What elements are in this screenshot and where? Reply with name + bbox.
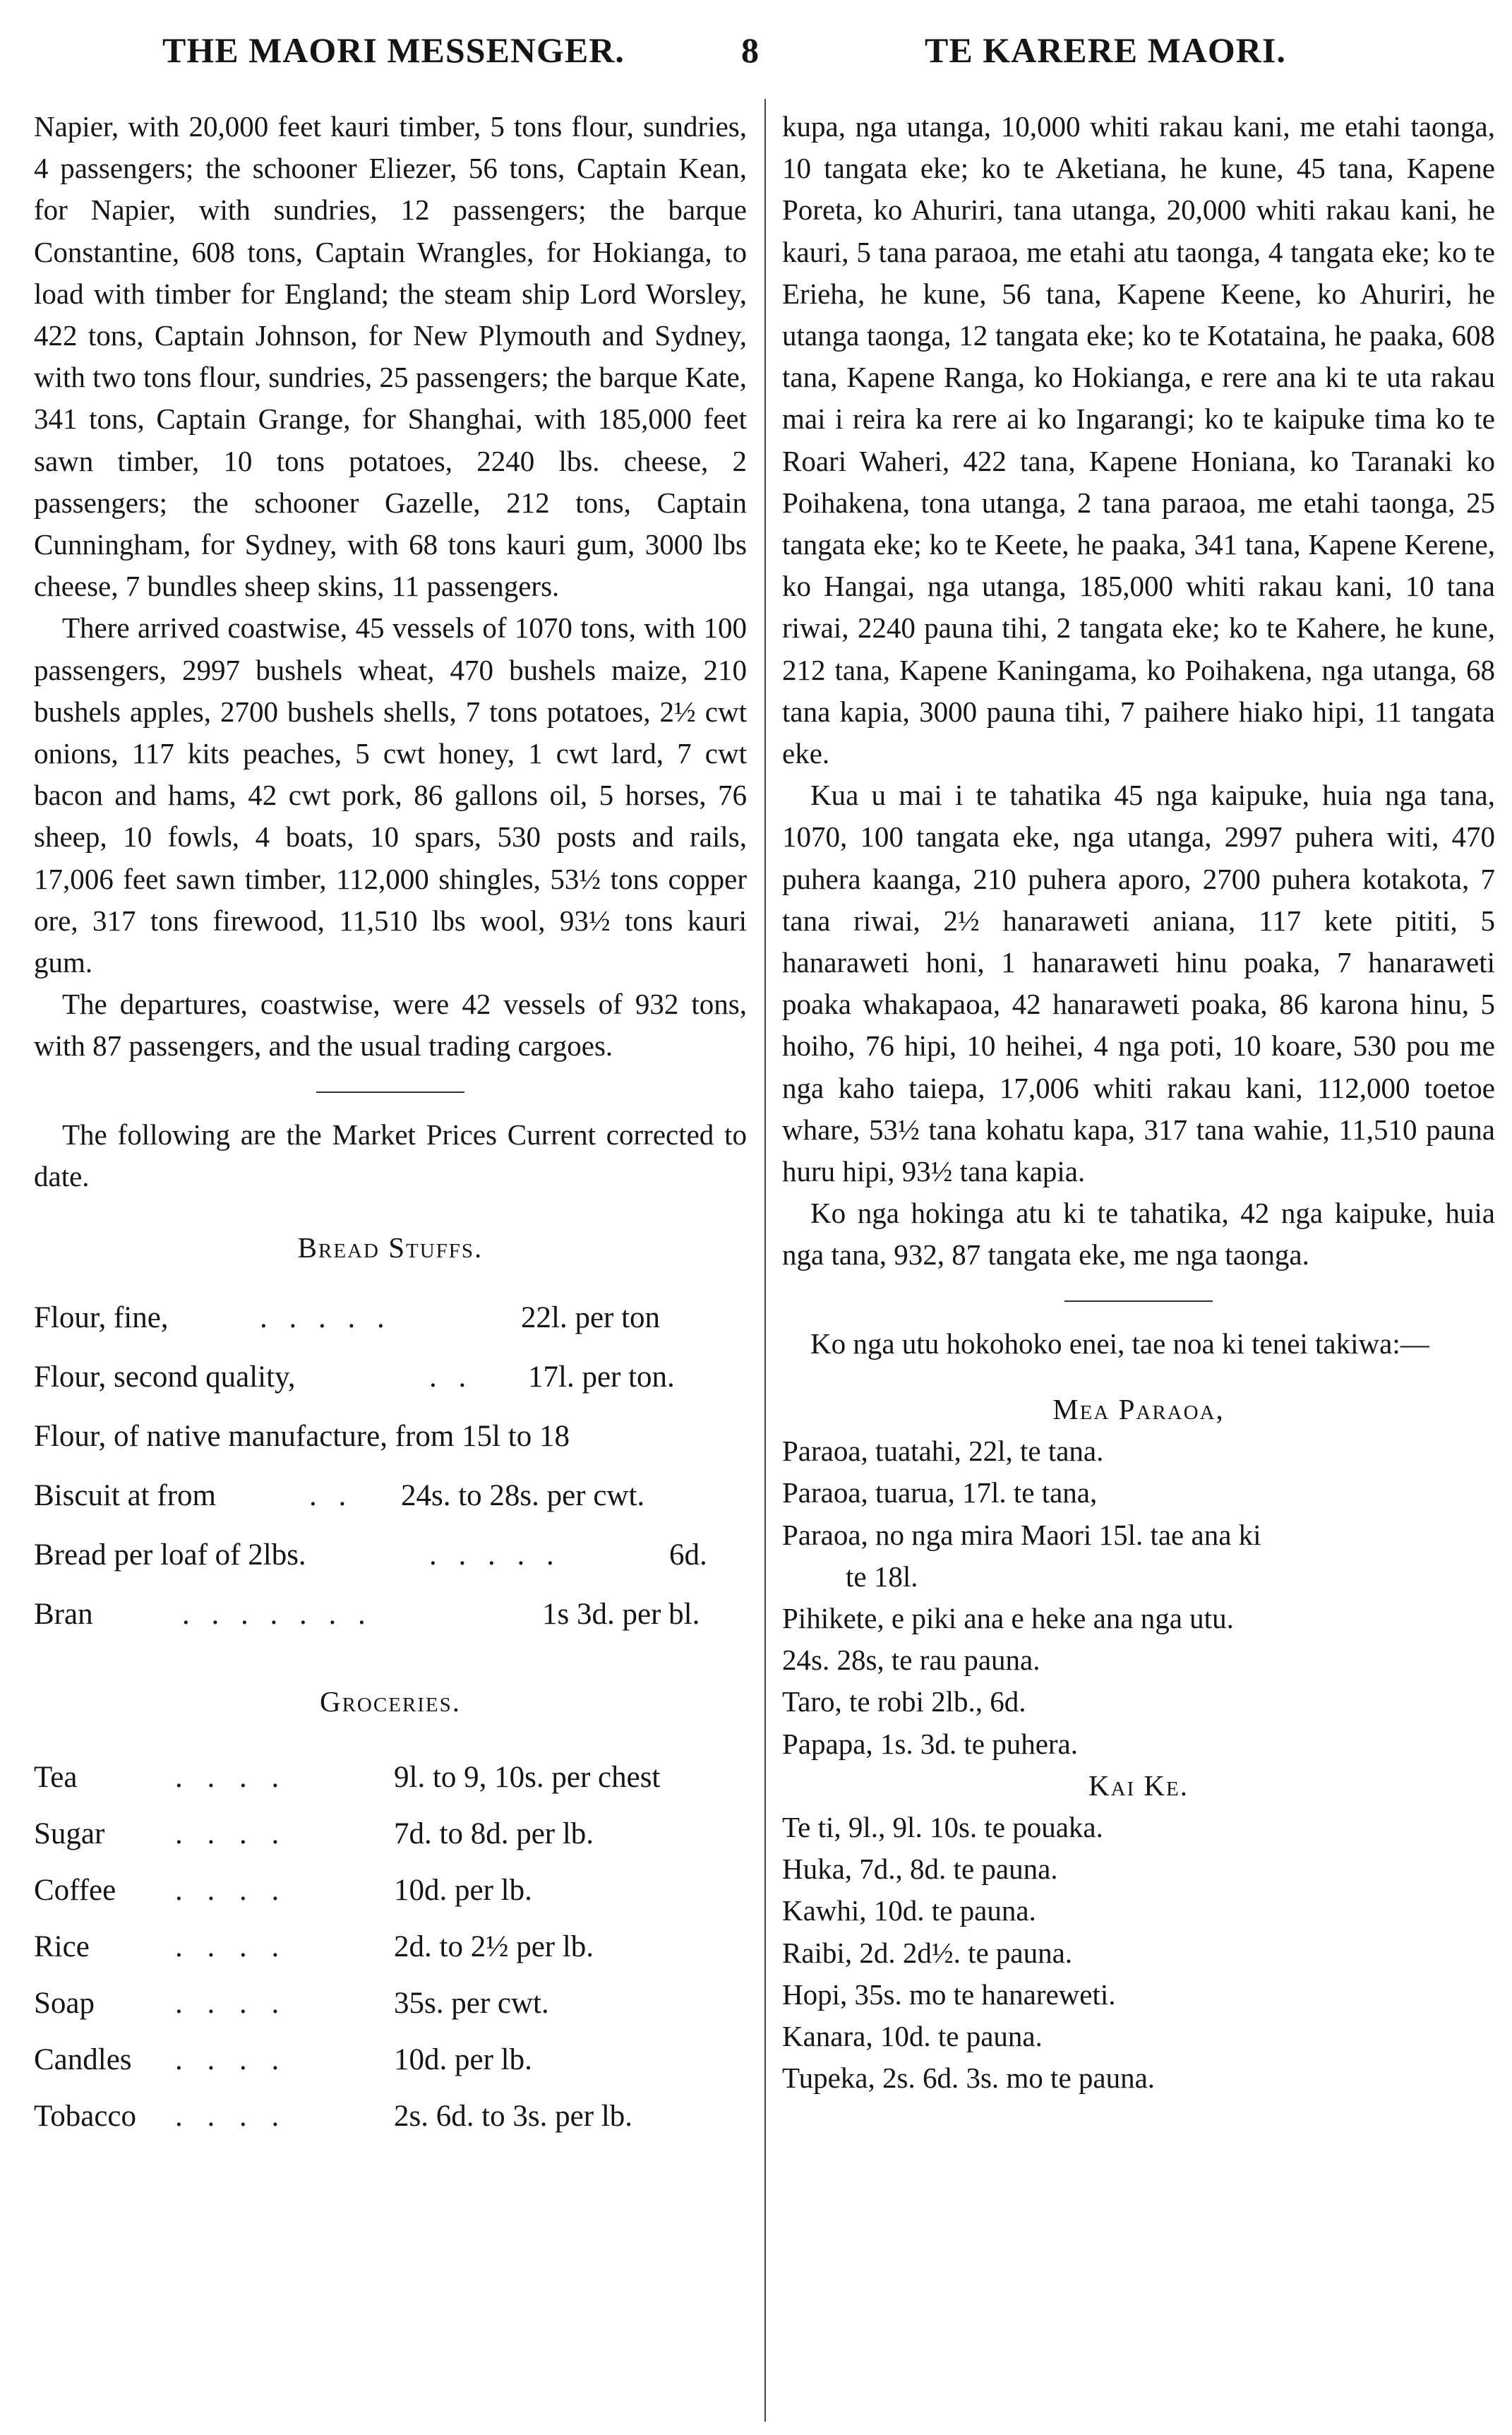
maori-column: [782, 106, 1495, 2099]
price-line: Raibi, 2d. 2d½. te pauna.: [782, 1936, 1073, 1969]
price-item: Candles: [34, 2043, 132, 2077]
price-item: Bread per loaf of 2lbs.: [34, 1538, 306, 1572]
page-number: 8: [741, 30, 760, 70]
groceries-heading: Groceries.: [319, 1685, 462, 1718]
price-row: [34, 1586, 747, 1646]
dot-leader: . . . .: [175, 2043, 288, 2077]
grocery-price-list-maori: [782, 1807, 1495, 2099]
price-line: Paraoa, no nga mira Maori 15l. tae ana ki: [782, 1518, 1261, 1551]
dot-leader: . . . .: [175, 1987, 288, 2021]
price-item: Soap: [34, 1987, 95, 2021]
price-item: Bran: [34, 1598, 93, 1632]
price-line: Kanara, 10d. te pauna.: [782, 2019, 1043, 2052]
price-value: 35s. per cwt.: [394, 1987, 549, 2021]
price-item: Rice: [34, 1930, 90, 1964]
price-item: Coffee: [34, 1874, 116, 1908]
masthead-english: THE MAORI MESSENGER.: [162, 30, 625, 70]
market-intro-maori: Ko nga utu hokohoko enei, tae noa ki tenei takiwa:—: [810, 1327, 1429, 1360]
price-item: Tobacco: [34, 2100, 137, 2134]
price-line: Tupeka, 2s. 6d. 3s. mo te pauna.: [782, 2062, 1156, 2095]
shipping-paragraph: Napier, with 20,000 feet kauri timber, 5 tons flour, sundries, 4 passengers; the schooner Eliezer, 56 tons, Captain Kean, for Napier, with sundries, 12 passengers; the barque Constantine, 608 tons, Captain Wrangles, for Hokianga, to load with timber for England; the steam ship Lord Worsley, 422 tons, Captain Johnson, for New Plymouth and Sydney, with two tons flour, sundries, 25 passengers; the barque Kate, 341 tons, Captain Grange, for Shanghai, with 185,000 feet sawn timber, 10 tons potatoes, 2240 lbs. cheese, 2 passengers; the schooner Gazelle, 212 tons, Captain Cunningham, for Sydney, with 68 tons kauri gum, 3000 lbs cheese, 7 bundles sheep skins, 11 passengers.: [34, 110, 747, 603]
price-line: Hopi, 35s. mo te hanareweti.: [782, 1978, 1116, 2011]
market-intro: The following are the Market Prices Current corrected to date.: [34, 1118, 747, 1192]
bread-stuffs-heading: Bread Stuffs.: [297, 1231, 484, 1264]
price-line: Taro, te robi 2lb., 6d.: [782, 1685, 1026, 1718]
price-row: [34, 2090, 747, 2146]
price-value: 9l. to 9, 10s. per chest: [394, 1761, 661, 1795]
dot-leader: . .: [429, 1360, 474, 1394]
price-line: Pihikete, e piki ana e heke ana nga utu.: [782, 1601, 1234, 1634]
price-row: [34, 2033, 747, 2090]
price-value: 7d. to 8d. per lb.: [394, 1817, 594, 1851]
price-line: Te ti, 9l., 9l. 10s. te pouaka.: [782, 1810, 1103, 1843]
bread-price-list-maori: [782, 1430, 1495, 1765]
dot-leader: . . . .: [175, 1930, 288, 1964]
english-column: [34, 106, 747, 2146]
shipping-paragraph-maori: kupa, nga utanga, 10,000 whiti rakau kani, me etahi taonga, 10 tangata eke; ko te Aketiana, he kune, 45 tana, Kapene Poreta, ko Ahuriri, tana utanga, 20,000 whiti rakau kani, he kauri, 5 tana paraoa, me etahi atu taonga, 4 tangata eke; ko te Erieha, he kune, 56 tana, Kapene Keene, ko Ahuriri, he utanga taonga, 12 tangata eke; ko te Kotataina, he paaka, 608 tana, Kapene Ranga, ko Hokianga, e rere ana ki te uta rakau mai i reira ka rere ai ko Ingarangi; ko te kaipuke tima ko te Roari Waheri, 422 tana, Kapene Honiana, ko Taranaki ko Poihakena, tona utanga, 2 tana paraoa, me etahi taonga, 25 tangata eke; ko te Keete, he paaka, 341 tana, Kapene Kerene, ko Hangai, nga utanga, 185,000 whiti rakau kani, 10 tana riwai, 2240 pauna tihi, 2 tangata eke; ko te Kahere, he kune, 212 tana, Kapene Kaningama, ko Poihakena, nga utanga, 68 tana kapia, 3000 pauna tihi, 7 paihere hiako hipi, 11 tangata eke.: [782, 110, 1495, 770]
price-row: [34, 1527, 747, 1586]
price-line: Paraoa, tuatahi, 22l, te tana.: [782, 1435, 1104, 1468]
price-line: Kawhi, 10d. te pauna.: [782, 1894, 1036, 1927]
bread-price-list: [34, 1290, 747, 1646]
price-row: [34, 1920, 747, 1977]
dot-leader: . .: [309, 1479, 354, 1513]
price-row: [34, 1751, 747, 1807]
dot-leader: . . . .: [175, 1761, 288, 1795]
section-divider: [316, 1091, 464, 1093]
price-row: [34, 1807, 747, 1864]
dot-leader: . . . . .: [260, 1301, 392, 1335]
price-item: Tea: [34, 1761, 78, 1795]
dot-leader: . . . . . . .: [182, 1598, 373, 1632]
coastwise-arrivals-paragraph: There arrived coastwise, 45 vessels of 1070 tons, with 100 passengers, 2997 bushels wheat, 470 bushels maize, 210 bushels apples, 2700 bushels shells, 7 tons potatoes, 2½ cwt onions, 117 kits peaches, 5 cwt honey, 1 cwt lard, 7 cwt bacon and hams, 42 cwt pork, 86 gallons oil, 5 horses, 76 sheep, 10 fowls, 4 boats, 10 spars, 530 posts and rails, 17,006 feet sawn timber, 112,000 shingles, 53½ tons copper ore, 317 tons firewood, 11,510 lbs wool, 93½ tons kauri gum.: [34, 611, 747, 979]
dot-leader: . . . .: [175, 1874, 288, 1908]
page-header: [0, 30, 1512, 79]
price-line: Papapa, 1s. 3d. te puhera.: [782, 1727, 1078, 1760]
dot-leader: . . . . .: [429, 1538, 561, 1572]
price-value: 1s 3d. per bl.: [542, 1598, 700, 1632]
bread-stuffs-heading-maori: Mea Paraoa,: [1052, 1392, 1225, 1425]
price-value: 17l. per ton.: [528, 1360, 675, 1394]
price-item: Flour, of native manufacture, from 15l to 18: [34, 1420, 570, 1454]
price-item: Sugar: [34, 1817, 105, 1851]
price-item: Flour, second quality,: [34, 1360, 296, 1394]
dot-leader: . . . .: [175, 1817, 288, 1851]
coastwise-arrivals-paragraph-maori: Kua u mai i te tahatika 45 nga kaipuke, huia nga tana, 1070, 100 tangata eke, nga utanga, 2997 puhera witi, 470 puhera kaanga, 210 puhera aporo, 2700 puhera kotakota, 7 tana riwai, 2½ hanaraweti aniana, 117 kete pititi, 5 hanaraweti honi, 1 hanaraweti hinu poaka, 7 hanaraweti poaka whakapaoa, 42 hanaraweti poaka, 86 karona hinu, 5 hoiho, 76 hipi, 10 heihei, 4 nga poti, 10 koare, 530 pou me nga kaho taiepa, 17,006 whiti rakau kani, 112,000 toetoe whare, 53½ tana kohatu kapa, 317 tana wahie, 11,510 pauna huru hipi, 93½ tana kapia.: [782, 779, 1495, 1188]
price-row: [34, 1349, 747, 1408]
coastwise-departures-paragraph: The departures, coastwise, were 42 vessels of 932 tons, with 87 passengers, and the usual trading cargoes.: [34, 988, 747, 1063]
grocery-price-list: [34, 1751, 747, 2146]
price-item: Biscuit at from: [34, 1479, 216, 1513]
dot-leader: . . . .: [175, 2100, 288, 2134]
price-value: 6d.: [669, 1538, 707, 1572]
price-value: 2d. to 2½ per lb.: [394, 1930, 594, 1964]
column-divider: [764, 99, 766, 2422]
price-row: [34, 1468, 747, 1527]
price-row: [34, 1977, 747, 2033]
price-value: 10d. per lb.: [394, 2043, 532, 2077]
price-value: 22l. per ton: [521, 1301, 661, 1335]
price-value: 24s. to 28s. per cwt.: [401, 1479, 645, 1513]
price-line-continuation: te 18l.: [846, 1560, 918, 1593]
price-row: [34, 1408, 747, 1468]
price-line: Huka, 7d., 8d. te pauna.: [782, 1853, 1058, 1886]
price-item: Flour, fine,: [34, 1301, 169, 1335]
price-line: Paraoa, tuarua, 17l. te tana,: [782, 1476, 1098, 1509]
price-value: 10d. per lb.: [394, 1874, 532, 1908]
price-row: [34, 1290, 747, 1349]
coastwise-departures-paragraph-maori: Ko nga hokinga atu ki te tahatika, 42 nga kaipuke, huia nga tana, 932, 87 tangata eke, me nga taonga.: [782, 1197, 1495, 1272]
groceries-heading-maori: Kai Ke.: [1088, 1769, 1189, 1802]
price-value: 2s. 6d. to 3s. per lb.: [394, 2100, 633, 2134]
section-divider: [1064, 1300, 1213, 1302]
price-row: [34, 1864, 747, 1920]
masthead-maori: TE KARERE MAORI.: [925, 30, 1286, 70]
price-line: 24s. 28s, te rau pauna.: [782, 1644, 1040, 1677]
